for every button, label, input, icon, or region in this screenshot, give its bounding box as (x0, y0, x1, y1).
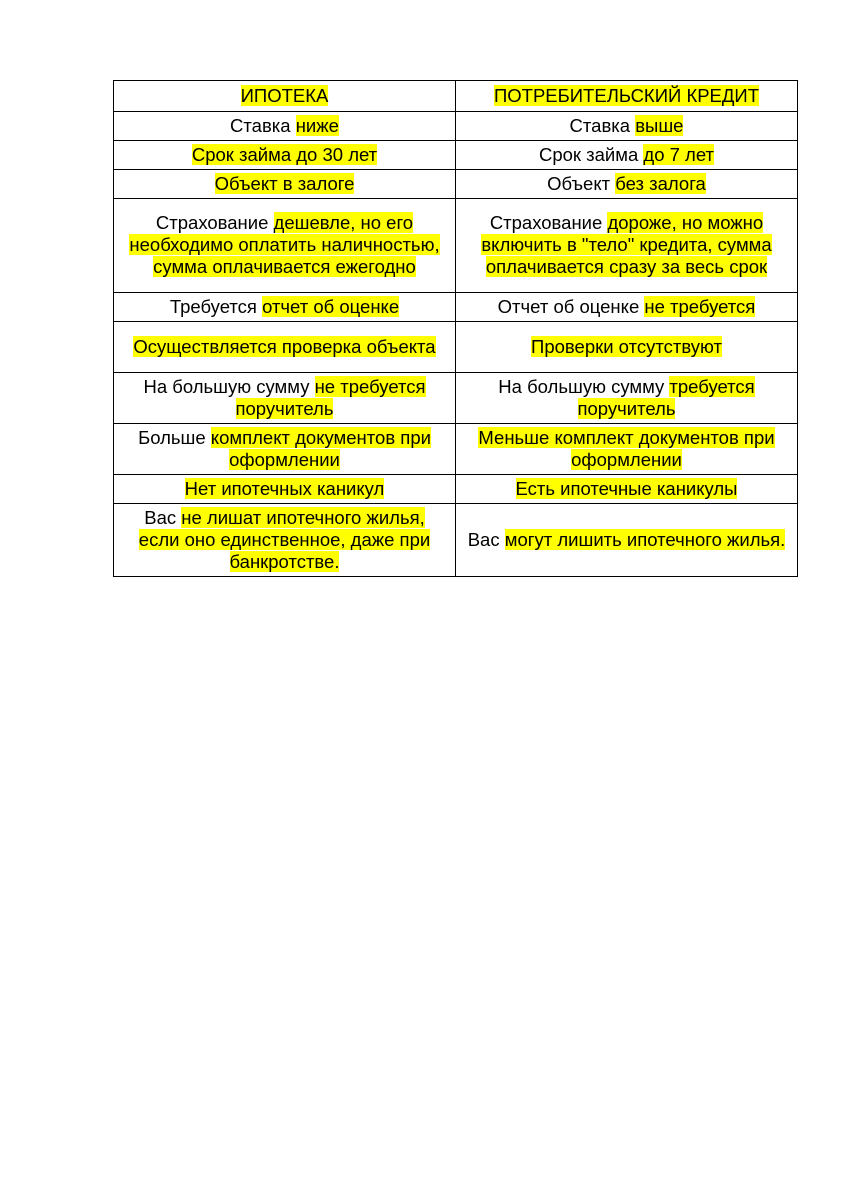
cell-highlight-text: не требуется (644, 295, 756, 317)
cell-highlight-text: ниже (295, 114, 339, 136)
consumer-credit-cell (456, 424, 798, 475)
table-row (114, 373, 798, 424)
table-row (114, 293, 798, 322)
consumer-credit-cell (456, 373, 798, 424)
cell-plain-text: Требуется (169, 295, 263, 317)
cell-plain-text: Страхование (489, 212, 608, 233)
cell-plain-text: Больше (138, 426, 211, 448)
cell-highlight-text: Меньше комплект документов при оформлении (478, 426, 775, 470)
header-cell-consumer-credit (456, 81, 798, 112)
table-row (114, 199, 798, 293)
consumer-credit-cell (456, 112, 798, 141)
cell-highlight-text: выше (635, 114, 684, 136)
cell-highlight-text: отчет об оценке (262, 295, 400, 317)
cell-plain-text: Страхование (155, 212, 274, 233)
mortgage-cell (114, 112, 456, 141)
table-row (114, 504, 798, 577)
cell-highlight-text: требуется поручитель (577, 375, 755, 419)
cell-highlight-text: не требуется поручитель (235, 375, 426, 419)
mortgage-cell (114, 504, 456, 577)
header-consumer-credit-text: ПОТРЕБИТЕЛЬСКИЙ КРЕДИТ (493, 84, 760, 106)
consumer-credit-cell (456, 504, 798, 577)
cell-highlight-text: Осуществляется проверка объекта (133, 335, 436, 357)
consumer-credit-cell (456, 141, 798, 170)
cell-highlight-text: Есть ипотечные каникулы (515, 477, 738, 499)
table-row (114, 170, 798, 199)
table-row (114, 141, 798, 170)
mortgage-cell (114, 475, 456, 504)
cell-highlight-text: могут лишить ипотечного жилья. (504, 528, 786, 550)
cell-plain-text: Ставка (569, 114, 636, 136)
table-row (114, 112, 798, 141)
header-cell-mortgage (114, 81, 456, 112)
cell-plain-text: Срок займа (538, 143, 644, 165)
cell-plain-text: На большую сумму (498, 375, 670, 397)
mortgage-cell (114, 373, 456, 424)
cell-plain-text: Объект (547, 172, 616, 194)
consumer-credit-cell (456, 199, 798, 293)
cell-highlight-text: Нет ипотечных каникул (184, 477, 385, 499)
cell-highlight-text: без залога (615, 172, 706, 194)
consumer-credit-cell (456, 293, 798, 322)
cell-plain-text: Отчет об оценке (497, 295, 645, 317)
cell-highlight-text: Срок займа до 30 лет (191, 143, 378, 165)
cell-plain-text: Вас (144, 506, 182, 528)
consumer-credit-cell (456, 170, 798, 199)
table-row (114, 475, 798, 504)
cell-highlight-text: не лишат ипотечного жилья, если оно единственное, даже при банкротстве. (138, 506, 431, 572)
mortgage-cell (114, 199, 456, 293)
mortgage-cell (114, 424, 456, 475)
cell-plain-text: Ставка (230, 114, 296, 136)
mortgage-cell (114, 170, 456, 199)
cell-plain-text: На большую сумму (143, 375, 315, 397)
table-header-row (114, 81, 798, 112)
header-mortgage-text: ИПОТЕКА (240, 84, 329, 106)
consumer-credit-cell (456, 322, 798, 373)
cell-plain-text: Вас (467, 528, 505, 550)
mortgage-cell (114, 293, 456, 322)
mortgage-cell (114, 322, 456, 373)
mortgage-cell (114, 141, 456, 170)
cell-highlight-text: Проверки отсутствуют (531, 335, 722, 357)
cell-highlight-text: дешевле, но его необходимо оплатить наличностью, сумма оплачивается ежегодно (129, 212, 440, 277)
cell-highlight-text: Объект в залоге (214, 172, 355, 194)
cell-highlight-text: комплект документов при оформлении (210, 426, 431, 470)
table-row (114, 424, 798, 475)
cell-highlight-text: до 7 лет (643, 143, 715, 165)
table-row (114, 322, 798, 373)
cell-highlight-text: дороже, но можно включить в "тело" кредита, сумма оплачивается сразу за весь срок (481, 212, 772, 277)
comparison-table (113, 80, 798, 577)
consumer-credit-cell (456, 475, 798, 504)
